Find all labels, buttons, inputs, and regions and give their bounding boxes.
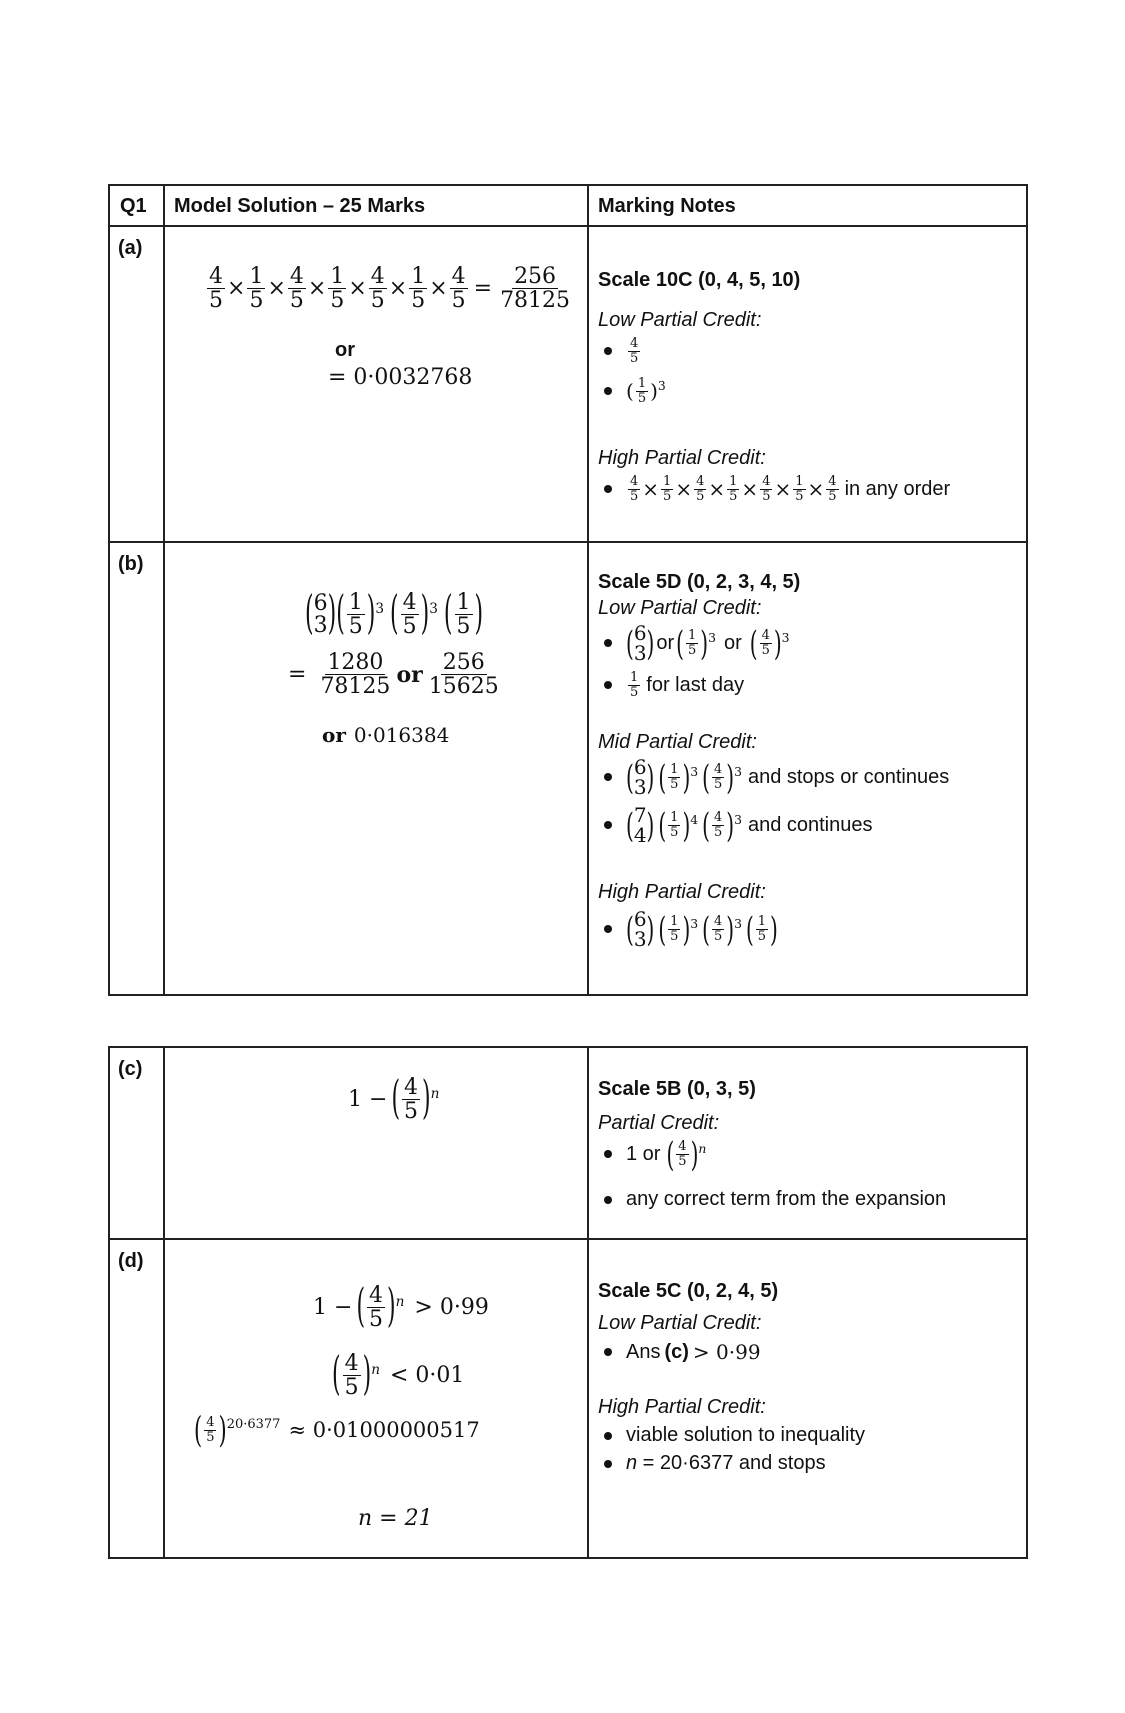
scale-d: Scale 5C (0, 2, 4, 5): [598, 1280, 779, 1302]
column-divider-4: [587, 1048, 589, 1557]
part-label-c: (c): [118, 1058, 143, 1080]
high-credit-a-item-1: $\frac{4}{5}$ × $\frac{1}{5}$ × $\frac{4}{5}$ × $\frac{1}{5}$ × $\frac{4}{5}$ × $\frac{1}{5}$ × $\frac{4}{5}$ in any order: [604, 475, 950, 503]
low-credit-a-item-1: $\frac{4}{5}$: [604, 337, 642, 365]
low-credit-title-b: Low Partial Credit:: [598, 597, 762, 619]
solution-b-decimal: or 0·016384: [322, 723, 450, 747]
mid-credit-b-item-2: ( 7 4 ) ( $\frac{1}{5}$ ) $^4$ ( $\frac{4}{5}$ ) $^3$ and continues: [604, 805, 873, 845]
solution-c-expression: 1 − ( $\frac{4}{5}$ ) $^n$: [348, 1073, 440, 1126]
solution-d-answer: n = 21: [358, 1506, 433, 1531]
mid-credit-b-item-1: ( 6 3 ) ( $\frac{1}{5}$ ) $^3$ ( $\frac{4}{5}$ ) $^3$ and stops or continues: [604, 757, 949, 797]
row-c: [110, 1048, 1026, 1240]
solution-d-inequality-1: 1 − ( $\frac{4}{5}$ ) $^n$ > 0·99: [313, 1281, 489, 1334]
partial-credit-title-c: Partial Credit:: [598, 1112, 720, 1134]
scale-a: Scale 10C (0, 4, 5, 10): [598, 269, 801, 291]
scale-c: Scale 5B (0, 3, 5): [598, 1078, 756, 1100]
low-credit-b-item-1: ( 6 3 ) or ( $\frac{1}{5}$ ) $^3$ or ( $\frac{4}{5}$ ) $^3$: [604, 623, 790, 663]
table-header-row: [110, 186, 1026, 227]
high-credit-title-b: High Partial Credit:: [598, 881, 766, 903]
partial-credit-c-item-1: 1 or ( $\frac{4}{5}$ ) $^n$: [604, 1140, 706, 1168]
row-d: [110, 1240, 1026, 1559]
scale-b: Scale 5D (0, 2, 3, 4, 5): [598, 571, 801, 593]
high-credit-d-item-2: n = 20·6377 and stops: [604, 1452, 826, 1475]
part-label-b: (b): [118, 553, 144, 575]
header-question: Q1: [120, 195, 147, 217]
marking-table-1: [108, 184, 1028, 996]
low-credit-d-item-1: Ans (c) > 0·99: [604, 1340, 761, 1364]
marking-table-2: [108, 1046, 1028, 1559]
column-divider-3: [163, 1048, 165, 1557]
solution-a-product: $\frac{4}{5}$ × $\frac{1}{5}$ × $\frac{4}{5}$ × $\frac{1}{5}$ × $\frac{4}{5}$ × $\frac{1}{5}$ × $\frac{4}{5}$ = $\frac{256}{78125}$: [209, 264, 571, 314]
header-model-solution: Model Solution – 25 Marks: [174, 195, 426, 217]
row-a: [110, 227, 1026, 543]
solution-a-or: or: [335, 339, 355, 361]
solution-b-expression: ( 6 3 ) ( $\frac{1}{5}$ ) $^3$ ( $\frac{4}{5}$ ) $^3$ ( $\frac{1}{5}$ ): [305, 588, 484, 641]
low-credit-b-item-2: $\frac{1}{5}$ for last day: [604, 671, 744, 699]
high-credit-d-item-1: viable solution to inequality: [604, 1424, 865, 1447]
partial-credit-c-item-2: any correct term from the expansion: [604, 1188, 946, 1211]
solution-d-inequality-2: ( $\frac{4}{5}$ ) $^n$ < 0·01: [332, 1349, 465, 1402]
solution-d-check: ( $\frac{4}{5}$ ) $^{20\cdot 6377}$ ≈ 0·01000000517: [194, 1409, 480, 1451]
low-credit-title-a: Low Partial Credit:: [598, 309, 762, 331]
high-credit-title-d: High Partial Credit:: [598, 1396, 766, 1418]
header-marking-notes: Marking Notes: [598, 195, 736, 217]
low-credit-a-item-2: ( $\frac{1}{5}$ ) $^3$: [604, 377, 666, 405]
column-divider-2: [587, 186, 589, 994]
high-credit-title-a: High Partial Credit:: [598, 447, 766, 469]
low-credit-title-d: Low Partial Credit:: [598, 1312, 762, 1334]
row-b: [110, 543, 1026, 996]
part-label-d: (d): [118, 1250, 144, 1272]
solution-a-decimal: = 0·0032768: [328, 365, 473, 390]
part-label-a: (a): [118, 237, 143, 259]
column-divider-1: [163, 186, 165, 994]
mid-credit-title-b: Mid Partial Credit:: [598, 731, 757, 753]
solution-b-result: = $\frac{1280}{78125}$ or $\frac{256}{15625}$: [288, 650, 499, 700]
high-credit-b-item-1: ( 6 3 ) ( $\frac{1}{5}$ ) $^3$ ( $\frac{4}{5}$ ) $^3$ ( $\frac{1}{5}$ ): [604, 909, 778, 949]
